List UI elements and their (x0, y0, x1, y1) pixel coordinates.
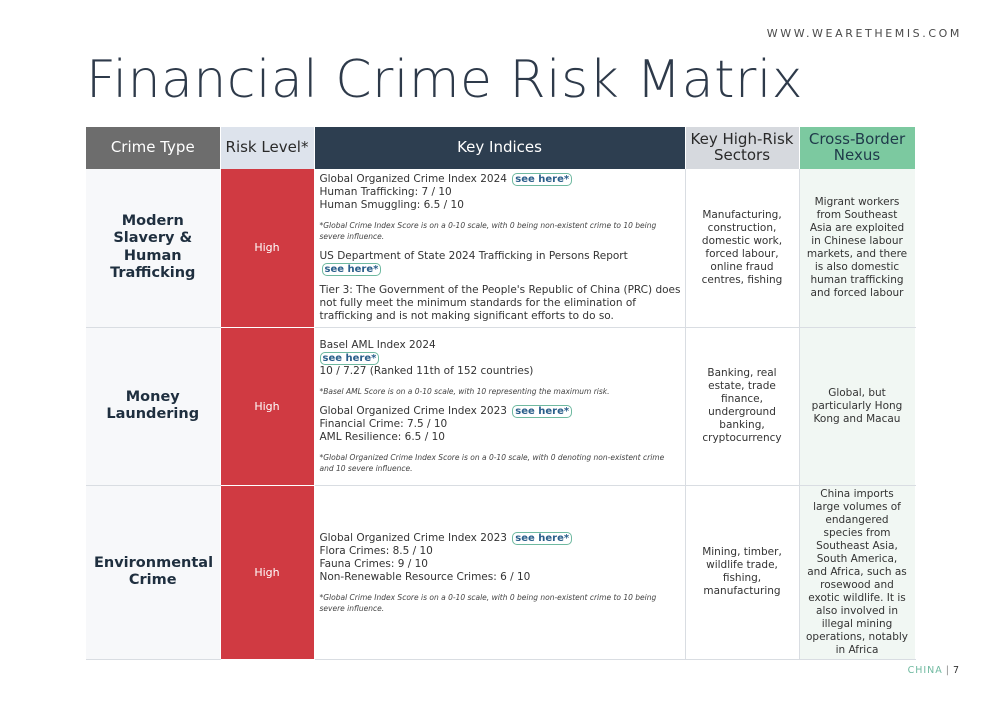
risk-level-cell: High (220, 169, 314, 327)
index-title-line (320, 250, 681, 276)
see-here-line (320, 352, 681, 365)
see-here-link[interactable]: see here* (512, 173, 572, 186)
page-number: 7 (952, 665, 960, 676)
sectors-cell: Mining, timber, wildlife trade, fishing, manufacturing (685, 485, 799, 659)
column-header-nexus: Cross-Border Nexus (799, 127, 915, 169)
index-score: Flora Crimes: 8.5 / 10 (319, 544, 433, 557)
tier-description: Tier 3: The Government of the People's Republic of China (PRC) does not fully meet the minimum standards for the elimination of trafficking and is not making significant efforts to do so. (319, 284, 681, 323)
nexus-cell: China imports large volumes of endangered species from Southeast Asia, South America, and Africa, such as rosewood and exotic wildlife. It is also involved in illegal mining operations, notably in Africa (799, 485, 915, 659)
index-title: Global Organized Crime Index 2024 (319, 173, 507, 186)
see-here-link[interactable]: see here* (320, 352, 380, 365)
crime-type-cell: Modern Slavery & Human Trafficking (86, 169, 220, 327)
risk-level-cell: High (220, 485, 314, 659)
see-here-link[interactable]: see here* (512, 405, 572, 418)
index-score: 10 / 7.27 (Ranked 11th of 152 countries) (319, 365, 534, 377)
index-score: Financial Crime: 7.5 / 10 (319, 418, 448, 430)
key-indices-cell (314, 327, 685, 485)
column-header-crime-type: Crime Type (86, 127, 220, 169)
crime-type-cell: Money Laundering (86, 327, 220, 485)
index-title: Global Organized Crime Index 2023 (319, 405, 507, 417)
column-header-key-indices: Key Indices (314, 127, 685, 169)
table-row (86, 327, 915, 485)
sectors-cell: Manufacturing, construction, domestic work, forced labour, online fraud centres, fishing (685, 169, 799, 327)
risk-level-cell: High (220, 327, 314, 485)
sectors-cell: Banking, real estate, trade finance, underground banking, cryptocurrency (685, 327, 799, 485)
column-header-sectors: Key High-Risk Sectors (685, 127, 799, 169)
key-indices-cell (314, 485, 685, 659)
see-here-link[interactable]: see here* (512, 532, 572, 545)
index-title: Global Organized Crime Index 2023 (319, 531, 507, 544)
index-title-line (320, 173, 681, 186)
page-footer (908, 665, 960, 676)
table-row (86, 169, 915, 327)
index-title-line (320, 405, 681, 418)
index-score: Non-Renewable Resource Crimes: 6 / 10 (319, 570, 531, 583)
nexus-cell: Global, but particularly Hong Kong and Macau (799, 327, 915, 485)
index-score: Human Smuggling: 6.5 / 10 (319, 199, 464, 212)
page-title: Financial Crime Risk Matrix (86, 50, 804, 110)
footnote: *Global Crime Index Score is on a 0-10 scale, with 0 being non-existent crime to 10 being severe influence. (319, 592, 657, 613)
nexus-cell: Migrant workers from Southeast Asia are exploited in Chinese labour markets, and there is also domestic human trafficking and forced labour (799, 169, 915, 327)
footer-separator: | (945, 665, 950, 676)
index-title: US Department of State 2024 Trafficking in Persons Report (319, 250, 628, 263)
index-title-line (320, 532, 681, 545)
table-row (86, 485, 915, 659)
risk-matrix-table (86, 127, 916, 660)
index-score: Human Trafficking: 7 / 10 (319, 186, 452, 199)
table-header-row (86, 127, 915, 169)
column-header-risk-level: Risk Level* (220, 127, 314, 169)
see-here-link[interactable]: see here* (322, 263, 382, 276)
footnote: *Global Organized Crime Index Score is on a 0-10 scale, with 0 denoting non-existent crime and 10 severe influence. (319, 453, 665, 473)
website-url: WWW.WEARETHEMIS.COM (766, 27, 962, 40)
index-title: Basel AML Index 2024 (319, 339, 436, 351)
index-score: Fauna Crimes: 9 / 10 (319, 557, 428, 570)
footer-country: CHINA (907, 665, 943, 676)
crime-type-cell: Environmental Crime (86, 485, 220, 659)
footnote: *Global Crime Index Score is on a 0-10 scale, with 0 being non-existent crime to 10 being severe influence. (319, 221, 657, 242)
footnote: *Basel AML Score is on a 0-10 scale, with 10 representing the maximum risk. (319, 387, 610, 396)
index-score: AML Resilience: 6.5 / 10 (319, 431, 445, 443)
key-indices-cell (314, 169, 685, 327)
